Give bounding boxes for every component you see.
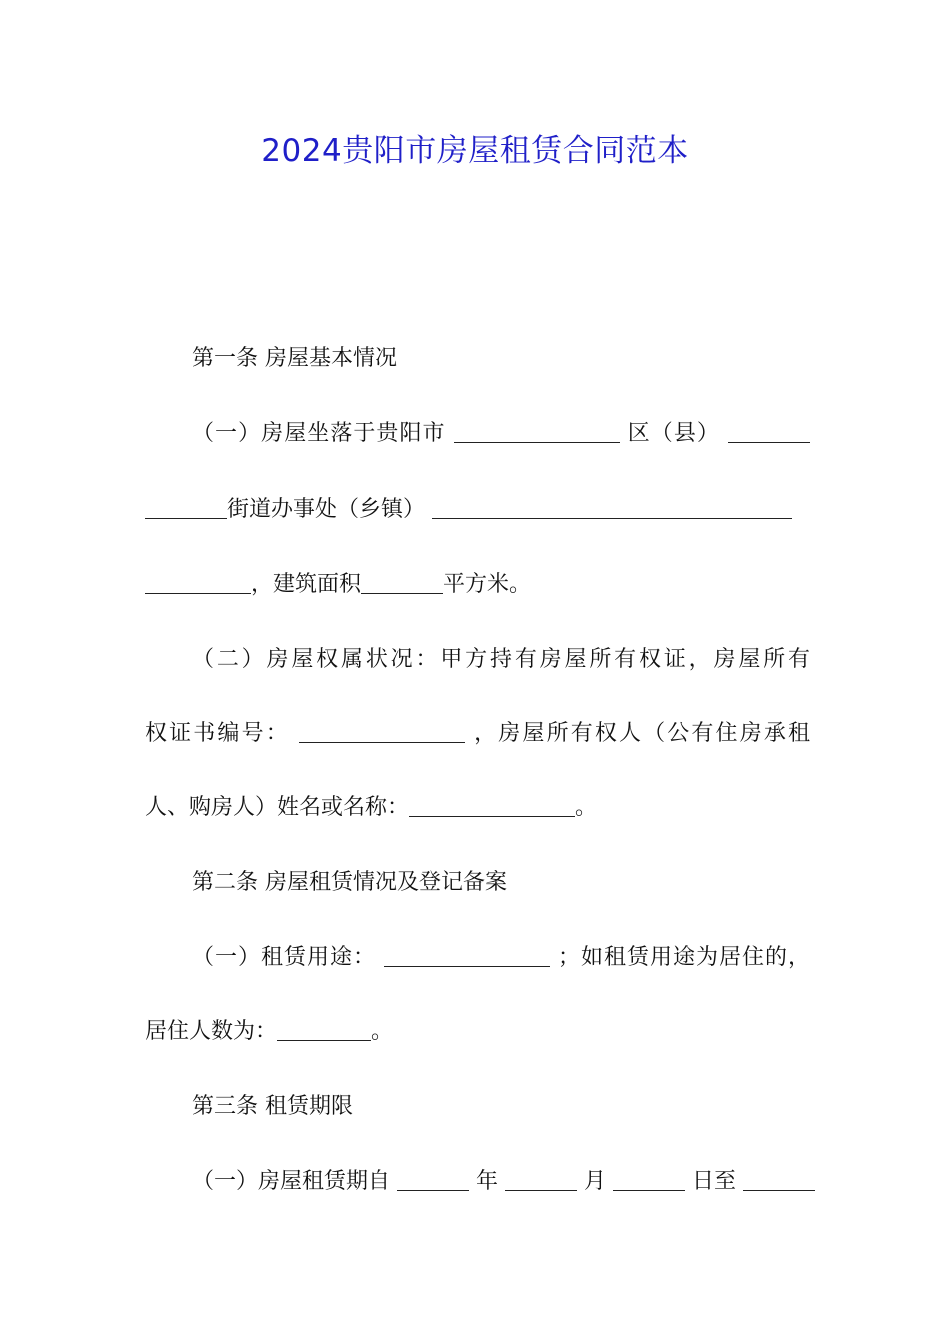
paragraph-line bbox=[192, 417, 810, 451]
text-segment: 街道办事处（乡镇） bbox=[227, 497, 426, 522]
fill-blank bbox=[454, 420, 620, 443]
paragraph-line bbox=[145, 1015, 810, 1049]
paragraph-line bbox=[145, 717, 810, 751]
fill-blank bbox=[613, 1168, 685, 1191]
fill-blank bbox=[384, 944, 550, 967]
section-heading-3: 第三条 租赁期限 bbox=[192, 1094, 353, 1119]
fill-blank bbox=[277, 1018, 371, 1041]
fill-blank bbox=[409, 794, 575, 817]
paragraph-line bbox=[145, 791, 810, 825]
fill-blank bbox=[145, 571, 251, 594]
text-segment: 月 bbox=[584, 1169, 607, 1194]
text-segment: 区（县） bbox=[627, 421, 720, 446]
fill-blank bbox=[397, 1168, 469, 1191]
text-segment: 日至 bbox=[692, 1169, 737, 1194]
fill-blank bbox=[145, 496, 227, 519]
fill-blank bbox=[432, 496, 792, 519]
text-segment: 居住人数为： bbox=[145, 1019, 278, 1044]
document-title: 2024贵阳市房屋租赁合同范本 bbox=[261, 133, 689, 169]
paragraph-line: （二）房屋权属状况：甲方持有房屋所有权证，房屋所有 bbox=[192, 647, 810, 672]
text-segment: ；如租赁用途为居住的， bbox=[558, 945, 810, 970]
text-segment: （一）租赁用途： bbox=[192, 945, 376, 970]
section-heading-2: 第二条 房屋租赁情况及登记备案 bbox=[192, 870, 507, 895]
section-heading-1: 第一条 房屋基本情况 bbox=[192, 346, 397, 371]
paragraph-line bbox=[145, 568, 810, 602]
text-segment: （一）房屋租赁期自 bbox=[192, 1169, 391, 1194]
text-segment: 平方米。 bbox=[443, 572, 532, 597]
paragraph-line bbox=[145, 493, 810, 527]
fill-blank bbox=[728, 420, 810, 443]
text-segment: 权证书编号： bbox=[145, 721, 290, 746]
fill-blank bbox=[299, 720, 465, 743]
paragraph-line bbox=[192, 941, 810, 975]
text-segment: （一）房屋坐落于贵阳市 bbox=[192, 421, 446, 446]
text-segment: ，建筑面积 bbox=[251, 572, 362, 597]
text-segment: ，房屋所有权人（公有住房承租 bbox=[474, 721, 810, 746]
fill-blank bbox=[743, 1168, 815, 1191]
paragraph-line bbox=[192, 1165, 810, 1199]
fill-blank bbox=[361, 571, 443, 594]
text-segment: 人、购房人）姓名或名称： bbox=[145, 795, 410, 820]
text-segment: 。 bbox=[371, 1019, 394, 1044]
text-segment: 年 bbox=[476, 1169, 499, 1194]
text-segment: 。 bbox=[575, 795, 598, 820]
fill-blank bbox=[505, 1168, 577, 1191]
